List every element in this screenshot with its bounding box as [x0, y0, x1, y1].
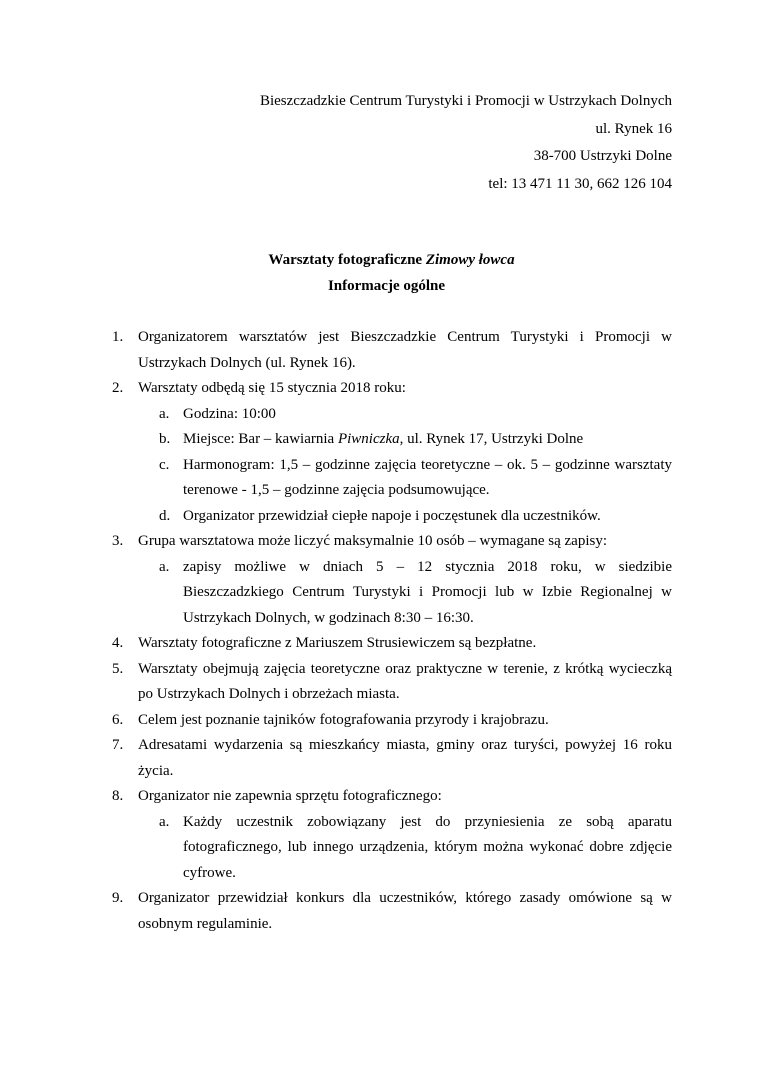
item-number: 3. [112, 533, 124, 549]
sub-item-text: Harmonogram: 1,5 – godzinne zajęcia teoretyczne – ok. 5 – godzinne warsztaty terenowe - 1,5 – godzinne zajęcia podsumowujące. [183, 456, 672, 498]
sub-item-text-pre: Miejsce: Bar – kawiarnia [183, 431, 338, 447]
sub-item-text: Organizator przewidział ciepłe napoje i poczęstunek dla uczestników. [183, 507, 601, 524]
list-item [112, 886, 672, 937]
item-text: Warsztaty obejmują zajęcia teoretyczne oraz praktyczne w terenie, z krótką wycieczką po Ustrzykach Dolnych i obrzeżach miasta. [138, 660, 672, 702]
item-number: 7. [112, 737, 124, 753]
list-item [112, 708, 672, 734]
sub-item-letter: c. [159, 456, 170, 473]
sub-item [112, 810, 672, 887]
item-text: Grupa warsztatowa może liczyć maksymalnie 10 osób – wymagane są zapisy: [138, 533, 608, 549]
item-number: 6. [112, 711, 124, 728]
item-text: Organizator przewidział konkurs dla uczestników, którego zasady omówione są w osobnym regulaminie. [138, 890, 672, 932]
info-list [112, 325, 672, 937]
item-number: 9. [112, 890, 124, 906]
document-title [0, 250, 763, 270]
postal-city: 38-700 Ustrzyki Dolne [533, 148, 672, 164]
list-item [112, 733, 672, 784]
organization-name: Bieszczadzkie Centrum Turystyki i Promocji w Ustrzykach Dolnych [259, 93, 672, 109]
sub-item [112, 453, 672, 504]
sub-item-text: zapisy możliwe w dniach 5 – 12 stycznia 2018 roku, w siedzibie Bieszczadzkiego Centrum Turystyki i Promocji lub w Izbie Regionalnej w Ustrzykach Dolnych, w godzinach 8:30 – 16:30. [183, 558, 672, 626]
sub-item-letter: a. [159, 405, 170, 422]
item-number: 4. [112, 635, 124, 651]
list-item [112, 325, 672, 376]
venue-name: Piwniczka [337, 431, 400, 447]
sub-item-text: Godzina: 10:00 [183, 405, 276, 422]
sub-item [112, 427, 672, 453]
item-text: Organizatorem warsztatów jest Bieszczadzkie Centrum Turystyki i Promocji w Ustrzykach Dolnych (ul. Rynek 16). [138, 329, 672, 371]
title-italic: Zimowy łowca [425, 252, 515, 268]
sub-item [112, 402, 672, 428]
address-block [260, 88, 672, 198]
document-subtitle: Informacje ogólne [327, 278, 446, 294]
sub-item-text-post: , ul. Rynek 17, Ustrzyki Dolne [399, 431, 584, 447]
phone-numbers: tel: 13 471 11 30, 662 126 104 [488, 175, 672, 192]
item-text: Adresatami wydarzenia są mieszkańcy miasta, gminy oraz turyści, powyżej 16 roku życia. [138, 737, 672, 779]
list-item [112, 784, 672, 810]
list-item [112, 631, 672, 657]
item-text: Organizator nie zapewnia sprzętu fotograficznego: [138, 788, 442, 804]
item-number: 5. [112, 660, 124, 677]
sub-item-letter: a. [159, 813, 170, 830]
item-number: 2. [112, 380, 124, 396]
item-text: Celem jest poznanie tajników fotografowania przyrody i krajobrazu. [138, 711, 549, 728]
sub-item [112, 555, 672, 632]
sub-item [112, 504, 672, 530]
sub-item-text: Każdy uczestnik zobowiązany jest do przyniesienia ze sobą aparatu fotograficznego, lub innego urządzenia, którym można wykonać dobre zdjęcie cyfrowe. [183, 813, 672, 881]
list-item [112, 529, 672, 555]
sub-item-letter: b. [159, 431, 171, 447]
street-address: ul. Rynek 16 [595, 120, 672, 137]
sub-item-letter: a. [159, 558, 170, 575]
item-text: Warsztaty fotograficzne z Mariuszem Strusiewiczem są bezpłatne. [138, 635, 537, 651]
item-text: Warsztaty odbędą się 15 stycznia 2018 roku: [138, 380, 406, 396]
item-number: 1. [112, 329, 124, 345]
sub-item-letter: d. [159, 507, 171, 524]
item-number: 8. [112, 788, 124, 804]
list-item [112, 657, 672, 708]
list-item [112, 376, 672, 402]
title-main: Warsztaty fotograficzne [268, 252, 423, 268]
